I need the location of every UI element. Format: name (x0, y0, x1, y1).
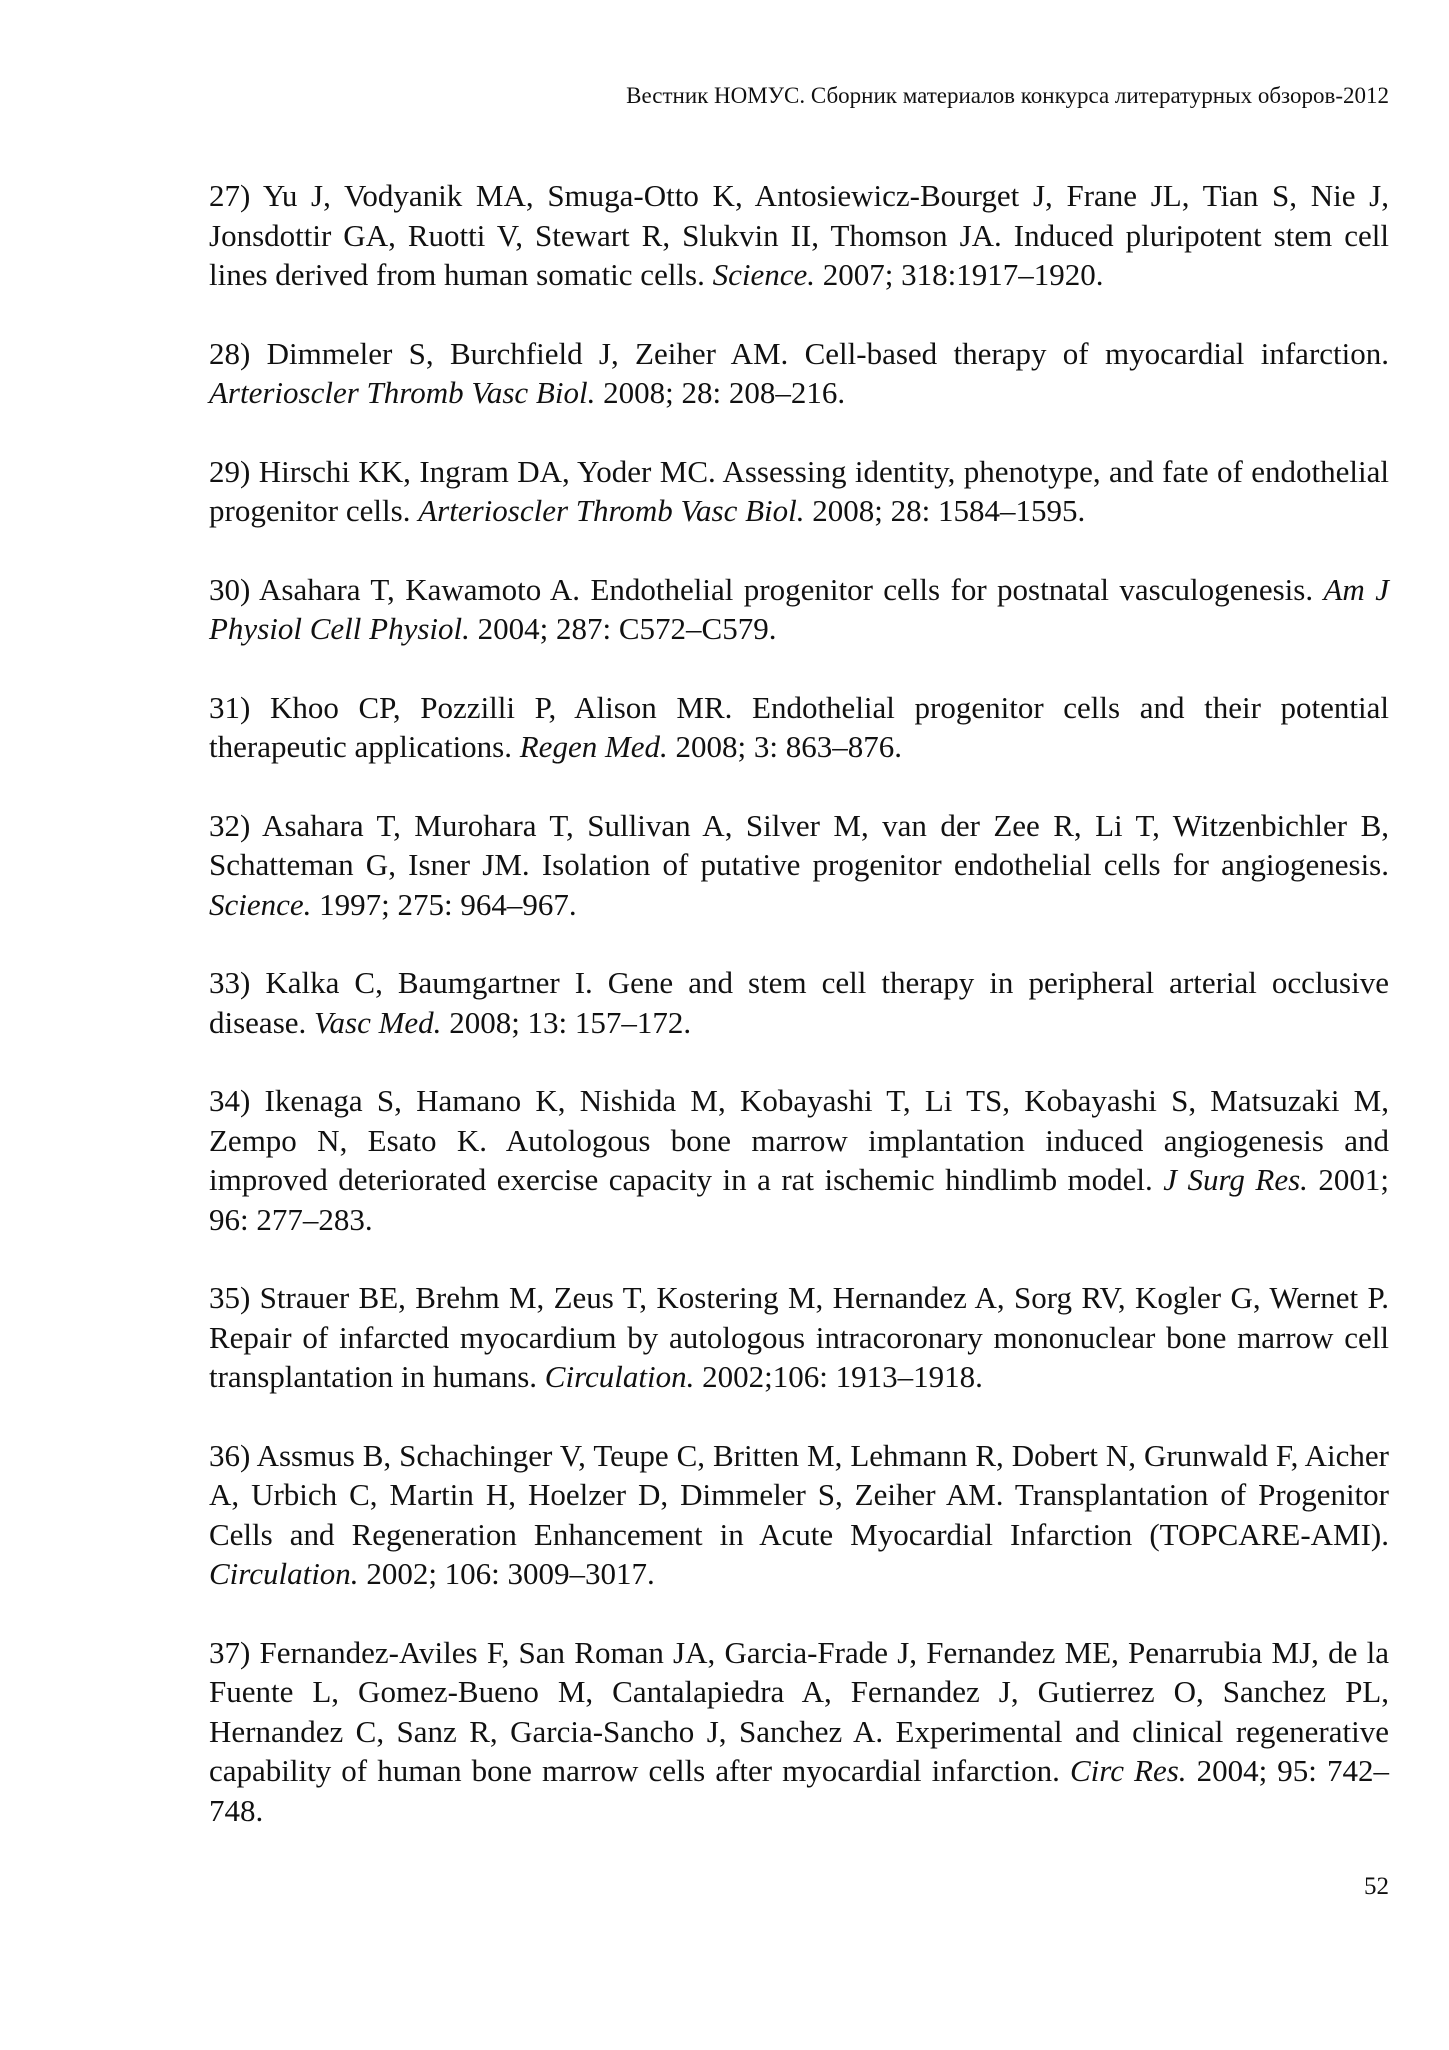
reference-authors-title: 36) Assmus B, Schachinger V, Teupe C, Britten M, Lehmann R, Dobert N, Grunwald F, Aicher A, Urbich C, Martin H, Hoelzer D, Dimmeler S, Zeiher AM. Transplantation of Progenitor Cells and Regeneration Enhancement in Acute Myocardial Infarction (TOPCARE-AMI). (209, 1437, 1389, 1552)
reference-list (209, 176, 1389, 1830)
reference-details: 1997; 275: 964–967. (311, 886, 577, 922)
reference-journal: Science. (209, 886, 312, 922)
reference-authors-title: 33) Kalka C, Baumgartner I. Gene and stem cell therapy in peripheral arterial occlusive disease. (209, 965, 1389, 1040)
reference-item (209, 1436, 1389, 1594)
reference-details: 2002; 106: 3009–3017. (358, 1556, 655, 1591)
reference-details: 2001; 96: 277–283. (209, 1162, 1389, 1237)
reference-item (209, 570, 1389, 649)
reference-authors-title: 29) Hirschi KK, Ingram DA, Yoder MC. Assessing identity, phenotype, and fate of endothelial progenitor cells. (209, 453, 1389, 528)
reference-authors-title: 35) Strauer BE, Brehm M, Zeus T, Kostering M, Hernandez A, Sorg RV, Kogler G, Wernet P. Repair of infarcted myocardium by autologous intracoronary mononuclear bone marrow cell transplantation in humans. (209, 1280, 1389, 1394)
reference-journal: Science. (712, 257, 816, 292)
reference-details: 2004; 95: 742–748. (209, 1753, 1389, 1828)
reference-details: 2007; 318:1917–1920. (815, 257, 1104, 292)
reference-details: 2008; 28: 1584–1595. (804, 493, 1086, 528)
reference-details: 2002;106: 1913–1918. (694, 1359, 983, 1394)
reference-details: 2008; 3: 863–876. (667, 729, 903, 764)
reference-item (209, 1081, 1389, 1239)
reference-journal: Circ Res. (1070, 1753, 1187, 1788)
reference-item (209, 452, 1389, 531)
reference-journal: Vasc Med. (314, 1004, 442, 1040)
reference-authors-title: 30) Asahara T, Kawamoto A. Endothelial progenitor cells for postnatal vasculogenesis. (209, 571, 1324, 607)
reference-authors-title: 37) Fernandez-Aviles F, San Roman JA, Garcia-Frade J, Fernandez ME, Penarrubia MJ, de la Fuente L, Gomez-Bueno M, Cantalapiedra A, Fernandez J, Gutierrez O, Sanchez PL, Hernandez C, Sanz R, Garcia-Sancho J, Sanchez A. Experimental and clinical regenerative capability of human bone marrow cells after myocardial infarction. (209, 1634, 1389, 1788)
reference-item (209, 176, 1389, 295)
running-header: Вестник НОМУС. Сборник материалов конкурса литературных обзоров-2012 (626, 83, 1389, 108)
reference-authors-title: 31) Khoo CP, Pozzilli P, Alison MR. Endothelial progenitor cells and their potential therapeutic applications. (209, 689, 1389, 764)
reference-authors-title: 27) Yu J, Vodyanik MA, Smuga-Otto K, Antosiewicz-Bourget J, Frane JL, Tian S, Nie J, Jonsdottir GA, Ruotti V, Stewart R, Slukvin II, Thomson JA. Induced pluripotent stem cell lines derived from human somatic cells. (209, 178, 1389, 292)
reference-item (209, 334, 1389, 413)
reference-journal: Arterioscler Thromb Vasc Biol. (209, 375, 596, 410)
reference-details: 2008; 28: 208–216. (595, 375, 846, 410)
reference-authors-title: 34) Ikenaga S, Hamano K, Nishida M, Kobayashi T, Li TS, Kobayashi S, Matsuzaki M, Zempo N, Esato K. Autologous bone marrow implantation induced angiogenesis and improved deteriorated exercise capacity in a rat ischemic hindlimb model. (209, 1083, 1389, 1197)
reference-item (209, 806, 1389, 925)
reference-authors-title: 28) Dimmeler S, Burchfield J, Zeiher AM. Cell-based therapy of myocardial infarction. (209, 335, 1389, 371)
reference-journal: Regen Med. (519, 729, 668, 764)
reference-authors-title: 32) Asahara T, Murohara T, Sullivan A, Silver M, van der Zee R, Li T, Witzenbichler B, Schatteman G, Isner JM. Isolation of putative progenitor endothelial cells for angiogenesis. (209, 807, 1389, 882)
reference-journal: Arterioscler Thromb Vasc Biol. (418, 493, 805, 528)
reference-item (209, 1278, 1389, 1397)
reference-item (209, 963, 1389, 1042)
page-number: 52 (1364, 1873, 1389, 1900)
reference-journal: Circulation. (209, 1556, 359, 1591)
reference-details: 2008; 13: 157–172. (441, 1004, 692, 1040)
reference-details: 2004; 287: C572–C579. (469, 611, 777, 646)
reference-journal: Am J Physiol Cell Physiol. (209, 571, 1389, 646)
reference-journal: J Surg Res. (1163, 1162, 1308, 1197)
reference-item (209, 1633, 1389, 1831)
reference-journal: Circulation. (544, 1359, 695, 1394)
reference-item (209, 688, 1389, 767)
